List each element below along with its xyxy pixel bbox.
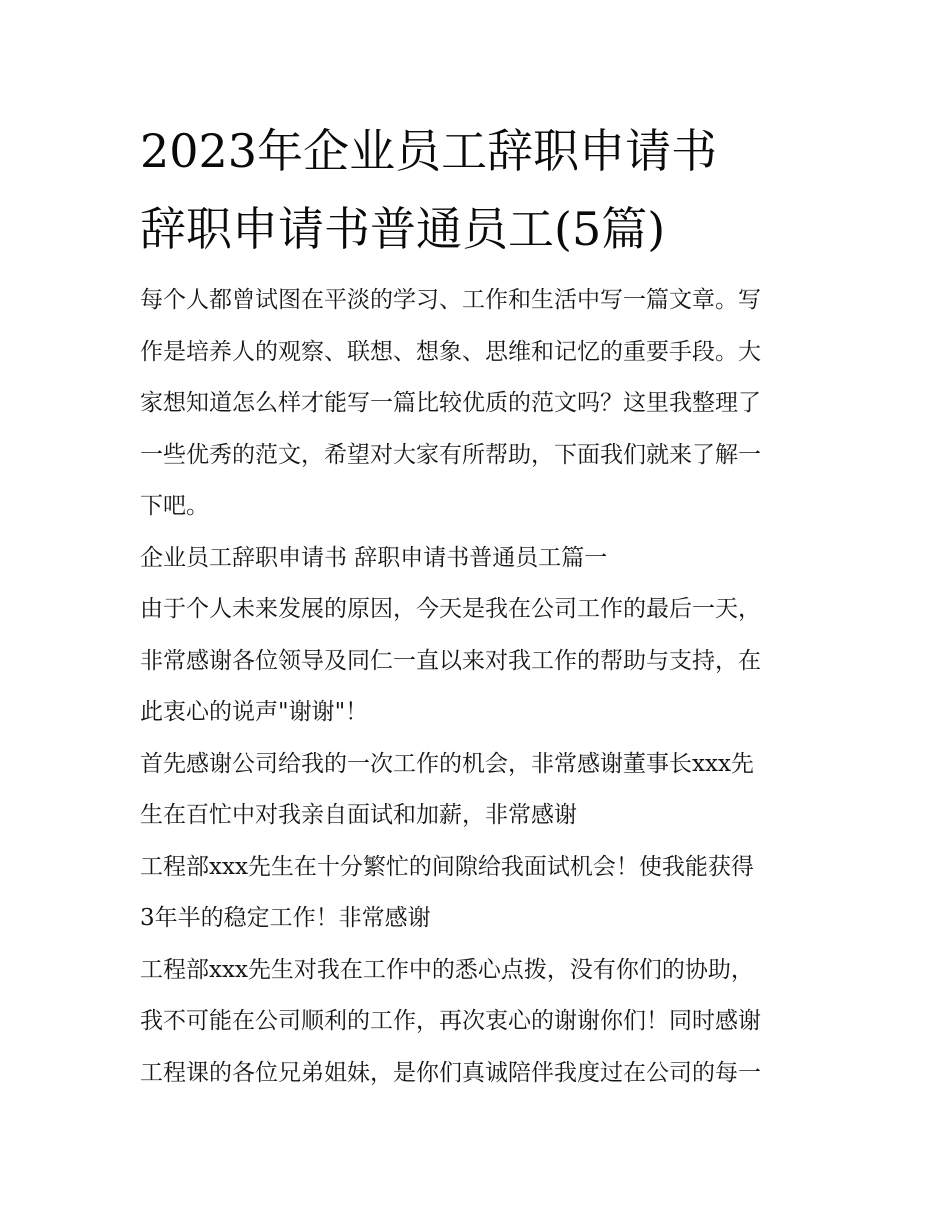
body-line-13: 3年半的稳定工作！非常感谢: [140, 905, 431, 931]
document-title: [140, 112, 840, 268]
body-line-3: 家想知道怎么样才能写一篇比较优质的范文吗？这里我整理了: [140, 390, 761, 416]
body-line-2: 作是培养人的观察、联想、想象、思维和记忆的重要手段。大: [140, 338, 761, 365]
body-line-9: 此衷心的说声"谢谢"！: [140, 699, 369, 725]
section-heading-1: 企业员工辞职申请书 辞职申请书普通员工篇一: [140, 544, 608, 571]
body-line-10: 首先感谢公司给我的一次工作的机会，非常感谢董事长xxx先: [140, 750, 754, 777]
body-line-7: 由于个人未来发展的原因，今天是我在公司工作的最后一天，: [140, 596, 761, 622]
body-line-15: 我不可能在公司顺利的工作，再次衷心的谢谢你们！同时感谢: [140, 1008, 761, 1034]
body-line-12: 工程部xxx先生在十分繁忙的间隙给我面试机会！使我能获得: [140, 853, 754, 880]
title-line-2: 辞职申请书普通员工(5篇): [140, 202, 666, 256]
title-line-1: 2023年企业员工辞职申请书: [140, 124, 718, 178]
document-body: [140, 275, 816, 1099]
body-line-11: 生在百忙中对我亲自面试和加薪，非常感谢: [140, 802, 577, 828]
body-line-1: 每个人都曾试图在平淡的学习、工作和生活中写一篇文章。写: [140, 287, 761, 313]
body-line-14: 工程部xxx先生对我在工作中的悉心点拨，没有你们的协助，: [140, 956, 754, 983]
body-line-5: 下吧。: [140, 493, 209, 519]
body-line-4: 一些优秀的范文，希望对大家有所帮助，下面我们就来了解一: [140, 441, 761, 468]
body-line-8: 非常感谢各位领导及同仁一直以来对我工作的帮助与支持，在: [140, 647, 761, 674]
body-line-16: 工程课的各位兄弟姐妹，是你们真诚陪伴我度过在公司的每一: [140, 1059, 761, 1086]
